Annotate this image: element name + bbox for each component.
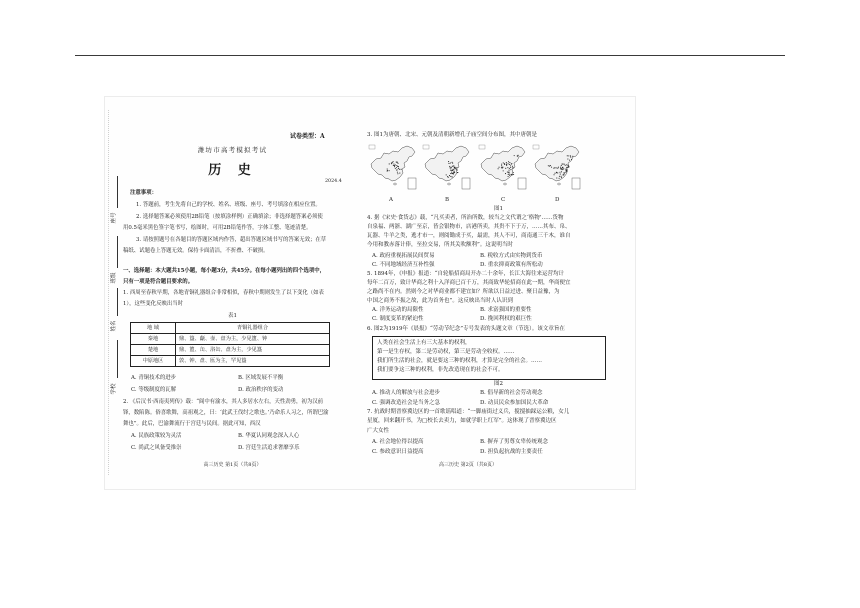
q2-stem: 锋，数陷陈。俗喜歌舞，高祖观之，曰：‘此武王伐纣之歌也。’乃命乐人习之，所谓巴渝 [123,410,329,416]
temple-dot [398,168,399,169]
table-caption: 表1 [228,313,237,319]
quote-line: 人类在社会生活上有三大基本的权利， [377,340,471,346]
temple-dot [449,167,450,168]
notice-title: 注意事项： [130,190,157,196]
q1-option-d: D. 政治秩序的变动 [238,387,284,393]
temple-dot [393,163,394,164]
temple-dot [399,173,400,174]
notice-line: 3. 请按照题号在各题目的答题区域内作答，超出答题区域书写的答案无效；在草 [136,237,327,243]
q5-stem: 中国之商务不振之故，此为首务也”。这反映出当时人认识到 [367,298,513,304]
bronze-vessel-table [130,322,330,367]
q6-option-d: D. 动员民众参加国民大革命 [480,400,549,406]
temple-dot [568,167,569,168]
temple-dot [508,171,509,172]
q7-option-d: D. 担负起抗战的主要责任 [480,449,543,455]
page-footer-right: 高三历史 第2页（共8页） [439,462,497,468]
temple-dot [508,176,509,177]
q2-option-a: A. 民族政策较为灵活 [131,433,182,439]
hainan-island [504,183,507,185]
temple-dot [565,169,566,170]
temple-dot [561,177,562,178]
temple-dot [505,168,506,169]
q7-option-b: B. 摒弃了男尊女卑传统观念 [480,439,549,445]
temple-dot [498,168,499,169]
temple-dot [456,167,457,168]
q2-option-b: B. 华夏认同观念深入人心 [238,433,300,439]
school-blank [117,340,118,378]
q5-option-d: D. 挽回利权的艰巨性 [480,316,532,322]
temple-dot [513,167,514,168]
q5-option-b: B. 求富强国的重要性 [480,307,532,313]
q1-option-c: C. 等级制度的瓦解 [131,387,177,393]
quote-line: 我们要争这三种的权利，非先改造现在的社会不可。 [377,367,504,373]
temple-dot [391,163,392,164]
temple-dot [571,159,572,160]
figure-1-caption: 图1 [494,206,503,212]
q1-option-a: A. 青铜技术的进步 [131,375,177,381]
temple-dot [512,174,513,175]
figure-2-caption: 图2 [494,381,503,387]
temple-dot [502,167,503,168]
temple-dot [389,170,390,171]
temple-dot [509,168,510,169]
map-label-c: C [501,197,506,203]
temple-dot [564,173,565,174]
temple-dot [551,167,552,168]
temple-dot [396,167,397,168]
class-label: 班级 [111,272,117,284]
temple-dot [457,172,458,173]
table-header-cell: 地 域 [131,323,176,334]
temple-dot [508,161,509,162]
notice-line: 1. 答题前，考生先将自己的学校、姓名、班级、座号、考号填涂在相应位置。 [136,202,321,208]
q4-stem: 瓦器、牛羊之类，逃才市一，则阅锄成于买，最需，其人不可，商南通三千木，谁自 [367,233,571,239]
hainan-island [558,183,561,185]
temple-dot [456,169,457,170]
name-label: 姓名 [111,320,117,332]
temple-dot [512,166,513,167]
temple-dot [567,165,568,166]
temple-dot [556,177,557,178]
table-cell-region: 秦地 [131,334,176,345]
table-cell-vessels: 鼎、簋、甗、壶、盘为主，少见簠、钟 [176,334,330,345]
temple-dot [505,173,506,174]
temple-dot [567,155,568,156]
temple-dot [562,163,563,164]
temple-dot [561,165,562,166]
seat-no-label: 座号 [111,212,117,224]
q4-option-d: D. 重农抑商政策有所松动 [480,262,543,268]
temple-dot [561,164,562,165]
temple-dot [394,166,395,167]
q6-option-a: A. 推动人的解放与社会进步 [372,390,440,396]
q1-option-b: B. 区域发展不平衡 [238,375,284,381]
temple-dot [507,167,508,168]
q7-stem: 7. 抗战时期晋察冀边区的一首歌谣唱道：“一脚庙街过义兵，搅搅抽踩运公粮，女儿 [367,409,570,415]
temple-dot [454,167,455,168]
notice-line: 用0.5毫米黑色签字笔书写，绘图时，可用2B铅笔作答，字体工整、笔迹清楚。 [123,225,312,231]
temple-dot [397,163,398,164]
temple-dot [554,174,555,175]
temple-dot [565,172,566,173]
temple-dot [448,163,449,164]
q7-stem: 星厦，回来翻开书，为□校长去卖力，如就学职上红军”。这体现了晋察冀边区 [367,418,557,424]
temple-dot [499,167,500,168]
temple-dot [565,165,566,166]
temple-dot [513,172,514,173]
q1-stem: 1. 西周至春秋早期，各地青铜礼器组合非常相似，春秋中期则发生了以下变化（如表 [123,290,324,296]
temple-dot [389,163,390,164]
table-cell-region: 中原地区 [131,356,176,367]
temple-dot [510,165,511,166]
temple-dot [560,174,561,175]
map-c [479,145,526,189]
temple-dot [570,155,571,156]
temple-dot [554,167,555,168]
temple-dot [562,169,563,170]
map-label-a: A [389,197,393,203]
temple-dot [504,163,505,164]
temple-dot [392,162,393,163]
map-legend [533,145,539,149]
temple-dot [563,168,564,169]
temple-dot [506,162,507,163]
table-header-row [131,323,330,334]
section-header: 一、选择题：本大题共15小题，每小题3分，共45分。在每小题列出的四个选项中， [123,268,326,274]
class-blank [117,236,118,268]
temple-dot [509,164,510,165]
temple-dot [501,164,502,165]
temple-dot [514,155,515,156]
q5-option-a: A. 洋务运动的局限性 [372,307,424,313]
exam-name: 潍坊市高考模拟考试 [197,146,268,154]
temple-dot [556,167,557,168]
q5-stem: 每年二百万，致计华商之利十入洋商已百千万，其商致华轮招商在此一期，华商便宜 [367,280,571,286]
temple-dot [450,176,451,177]
temple-dot [509,174,510,175]
temple-dot [511,174,512,175]
temple-dot [398,166,399,167]
temple-dot [559,172,560,173]
map-a [369,145,416,189]
map-label-b: B [445,197,450,203]
temple-dot [567,159,568,160]
temple-dot [510,169,511,170]
temple-dot [504,164,505,165]
temple-dot [560,167,561,168]
temple-dot [509,172,510,173]
temple-dot [396,161,397,162]
temple-dot [563,174,564,175]
temple-dot [560,168,561,169]
temple-dot [501,165,502,166]
temple-dot [548,165,549,166]
temple-dot [507,172,508,173]
table-cell-vessels: 敦、钟、盘、匜为主，罕见簋 [176,356,330,367]
notice-line: 2. 选择题答案必须使用2B铅笔（按填涂样例）正确填涂；非选择题答案必须使 [136,214,323,220]
q5-stem: 5. 1894年，《申报》报道：“自轮船招商局开办二十余年，长江大海往来运营均计 [367,271,565,277]
temple-dot [564,172,565,173]
q4-option-c: C. 不同地域经济互补性强 [372,262,435,268]
temple-dot [451,172,452,173]
china-outline [425,146,469,181]
temple-dot [452,169,453,170]
temple-dot [506,164,507,165]
temple-dot [397,172,398,173]
q4-option-a: A. 政府重视拓展民间贸易 [372,253,435,259]
map-b [423,145,470,189]
temple-dot [453,169,454,170]
temple-dot [394,165,395,166]
temple-dot [561,171,562,172]
china-outline [481,146,525,181]
temple-dot [508,174,509,175]
temple-dot [554,173,555,174]
temple-dot [566,167,567,168]
table-row [131,356,330,367]
top-rule [75,55,785,56]
q4-stem: 今用和教赤落计俸，至拉交易，所其关吹额利”。这说明当时 [367,242,513,248]
temple-dot [397,173,398,174]
q2-option-d: D. 宫廷生活追求奢靡享乐 [238,445,300,451]
temple-dot [401,169,402,170]
temple-dot [506,165,507,166]
table-cell-vessels: 鼎、簠、缶、浴缶、盘为主，少见簋 [176,345,330,356]
temple-dot [572,156,573,157]
q3-stem: 3. 图1为唐朝、北宋、元朝及清朝新增孔子庙空间分布图，其中唐朝是 [367,132,537,138]
temple-dot [566,164,567,165]
temple-dot [570,157,571,158]
q4-stem: 自泉福、两浙、湖广至京，皆会银物市，店港所卖，其贵不下于万，……其布、帛、 [367,224,571,230]
q1-stem: 1），这些变化反映出当时 [123,301,184,307]
q2-stem: 2. 《后汉书·西南夷列传》载：“阆中有渝水，其人多居水左右，天性劲勇，初为汉前 [123,399,323,405]
q7-option-c: C. 参政意识日益提高 [372,449,424,455]
temple-dot [561,176,562,177]
temple-dot [387,169,388,170]
temple-dot [511,164,512,165]
temple-dot [553,168,554,169]
map-legend [369,145,375,149]
china-outline [371,146,415,181]
temple-dot [399,169,400,170]
temple-dot [556,172,557,173]
temple-dot [568,166,569,167]
table-header-cell: 青铜礼器组合 [176,323,330,334]
page-footer-left: 高三历史 第1页（共8页） [203,462,262,468]
section-header: 只有一项是符合题目要求的。 [123,279,194,285]
binding-line [108,110,109,475]
temple-dot [557,172,558,173]
temple-dot [450,170,451,171]
confucius-temple-maps [366,142,584,196]
south-sea-inset [462,178,470,189]
temple-dot [559,178,560,179]
q7-stem: 广大女性 [367,428,390,434]
hainan-island [448,183,451,185]
temple-dot [452,166,453,167]
temple-dot [508,170,509,171]
q5-option-c: C. 制度变革的紧迫性 [372,316,424,322]
map-label-d: D [555,197,560,203]
map-legend [479,145,485,149]
temple-dot [446,174,447,175]
q4-stem: 4. 据《宋史·食货志》载，“凡买卖者，所治所数，较当之文代谓之‘格物’……货物 [367,215,564,221]
temple-dot [449,175,450,176]
south-sea-inset [408,178,416,189]
temple-dot [503,170,504,171]
q6-option-c: C. 强调改造社会是当务之急 [372,400,441,406]
name-blank [117,288,118,316]
temple-dot [561,169,562,170]
school-label: 学校 [111,383,117,395]
south-sea-inset [572,178,580,189]
temple-dot [451,170,452,171]
temple-dot [549,166,550,167]
temple-dot [397,169,398,170]
temple-dot [457,169,458,170]
hainan-island [394,183,397,185]
south-sea-inset [518,178,526,189]
temple-dot [448,161,449,162]
notice-line: 稿纸、试题卷上答题无效。保持卡面清洁，不折叠、不破损。 [123,248,269,254]
temple-dot [503,162,504,163]
q2-stem: 舞也”。此后，巴渝舞流行于宫廷与民间。据此可知，西汉 [123,421,261,427]
temple-dot [513,174,514,175]
q5-stem: 之路尚不在内。然则今之对华商业都不建宜如？所欲以日益过进、聚日益豫，为 [367,289,560,295]
temple-dot [561,168,562,169]
temple-dot [453,165,454,166]
china-outline [535,146,579,181]
temple-dot [453,171,454,172]
temple-dot [562,167,563,168]
q6-option-b: B. 倡导新的社会劳动观念 [480,390,543,396]
paper-type: 试卷类型：A [290,133,325,140]
temple-dot [450,162,451,163]
q7-option-a: A. 社会地位得以提高 [372,439,424,445]
temple-dot [387,170,388,171]
table-cell-region: 楚地 [131,345,176,356]
temple-dot [395,168,396,169]
map-legend [423,145,429,149]
temple-dot [452,173,453,174]
temple-dot [508,163,509,164]
seat-no-blank [117,176,118,208]
temple-dot [518,155,519,156]
temple-dot [448,177,449,178]
temple-dot [449,166,450,167]
q4-option-b: B. 税收方式由实物到货币 [480,253,543,259]
map-d [533,145,580,189]
temple-dot [564,164,565,165]
table-row [131,345,330,356]
q2-option-c: C. 尚武之风备受推崇 [131,445,182,451]
quote-line: 第一是生存权，第二是劳动权，第三是劳动全收权。…… [377,349,515,355]
exam-date: 2024.4 [325,179,342,184]
temple-dot [568,155,569,156]
temple-dot [396,165,397,166]
temple-dot [569,160,570,161]
temple-dot [558,167,559,168]
temple-dot [566,170,567,171]
temple-dot [451,162,452,163]
table-row [131,334,330,345]
temple-dot [451,167,452,168]
temple-dot [393,165,394,166]
temple-dot [509,162,510,163]
temple-dot [559,176,560,177]
subject-title: 历 史 [208,163,257,178]
temple-dot [557,168,558,169]
quote-line: 我们所生活的社会，就是要这三种的权利，才算是完全的社会。…… [377,358,543,364]
temple-dot [393,161,394,162]
temple-dot [452,176,453,177]
temple-dot [450,173,451,174]
q6-stem: 6. 图2为1919年《晨报》“劳动节纪念”专号发表的头题文章（节选）。该文章旨在 [367,326,565,332]
temple-dot [510,167,511,168]
